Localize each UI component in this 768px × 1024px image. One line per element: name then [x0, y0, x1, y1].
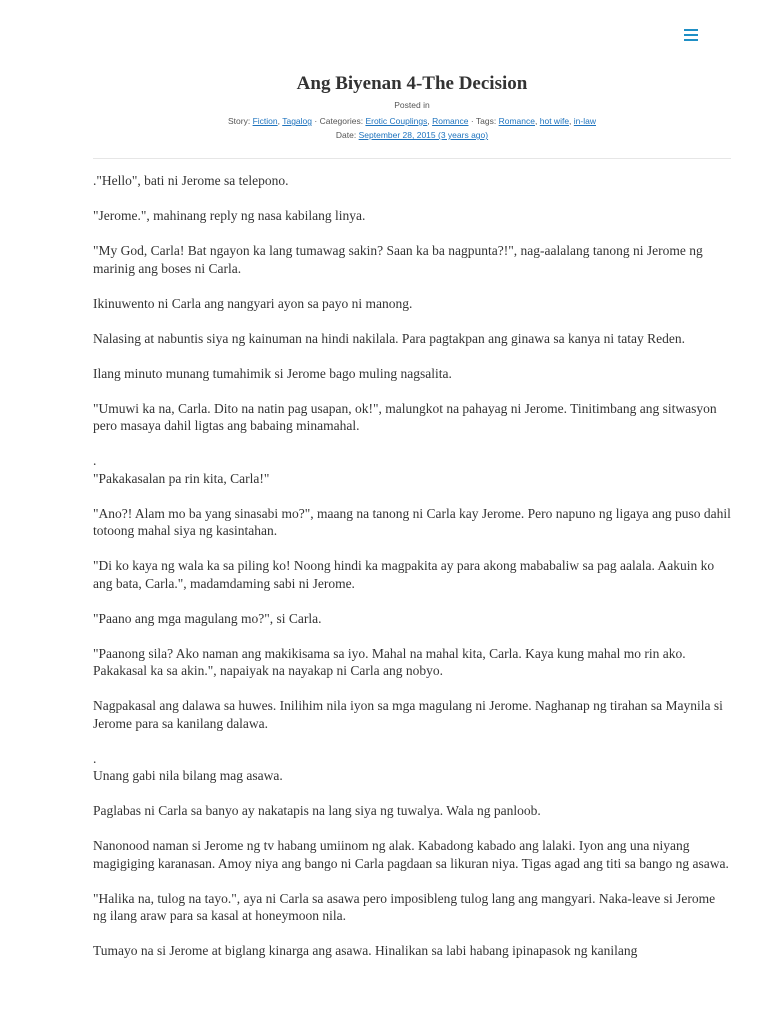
story-paragraph: . Unang gabi nila bilang mag asawa. [93, 750, 283, 783]
tag-link-in-law[interactable]: in-law [573, 116, 596, 126]
story-paragraph: "Ano?! Alam mo ba yang sinasabi mo?", maang na tanong ni Carla kay Jerome. Pero napuno ng ligaya ang puso dahil totoong mahal siya ng kasintahan. [93, 505, 731, 538]
tag-link-hot-wife[interactable]: hot wife [539, 116, 570, 126]
story-paragraph: ."Hello", bati ni Jerome sa telepono. [93, 173, 289, 188]
story-link-tagalog[interactable]: Tagalog [282, 116, 312, 126]
story-label: Story: [228, 116, 251, 126]
story-paragraph: Nanonood naman si Jerome ng tv habang umiinom ng alak. Kabadong kabado ang lalaki. Iyon ang una niyang magigiging karanasan. Amoy niya ang bango ni Carla pagdaan sa likuran niya. Tigas agad ang titi sa bango ng asawa. [93, 838, 729, 871]
story-paragraph: "Di ko kaya ng wala ka sa piling ko! Noong hindi ka magpakita ay para akong mababaliw sa pag aalala. Aakuin ko ang bata, Carla.", madamdaming sabi ni Jerome. [93, 558, 715, 591]
hamburger-menu-icon [682, 27, 700, 43]
separator-dot: · [314, 116, 318, 126]
story-paragraph: Ikinuwento ni Carla ang nangyari ayon sa payo ni manong. [93, 295, 413, 311]
post-content [93, 172, 731, 977]
story-paragraph: . "Pakakasalan pa rin kita, Carla!" [93, 453, 270, 486]
post-taxonomy [93, 114, 731, 128]
separator-dot: · [470, 116, 474, 126]
tag-link-romance[interactable]: Romance [498, 116, 535, 126]
separator-comma: , [277, 116, 280, 126]
story-paragraph: "Paano ang mga magulang mo?", si Carla. [93, 610, 322, 626]
date-label: Date: [335, 130, 357, 140]
post-header [93, 72, 731, 142]
story-paragraph: Nagpakasal ang dalawa sa huwes. Inilihim nila iyon sa mga magulang ni Jerome. Naghanap ng tirahan sa Maynila si Jerome para sa kanilang dalawa. [93, 698, 723, 731]
story-link-fiction[interactable]: Fiction [252, 116, 278, 126]
story-paragraph: Ilang minuto munang tumahimik si Jerome bago muling nagsalita. [93, 365, 452, 381]
posted-in-label: Posted in [394, 100, 430, 110]
story-paragraph: Tumayo na si Jerome at biglang kinarga ang asawa. Hinalikan sa labi habang ipinapasok ng kanilang [93, 943, 638, 958]
story-paragraph: "Umuwi ka na, Carla. Dito na natin pag usapan, ok!", malungkot na pahayag ni Jerome. Tinitimbang ang sitwasyon pero masaya dahil ligtas ang babaing minamahal. [93, 400, 717, 433]
separator-comma: , [535, 116, 538, 126]
post-date [93, 128, 731, 142]
story-paragraph: "Paanong sila? Ako naman ang makikisama sa iyo. Mahal na mahal kita, Carla. Kaya kung mahal mo rin ako. Pakakasal ka sa akin.", napaiyak na nayakap ni Carla ang nobyo. [93, 645, 686, 678]
story-paragraph: "Jerome.", mahinang reply ng nasa kabilang linya. [93, 208, 366, 223]
category-link-romance[interactable]: Romance [432, 116, 469, 126]
story-paragraph: Nalasing at nabuntis siya ng kainuman na hindi nakilala. Para pagtakpan ang ginawa sa kanya ni tatay Reden. [93, 330, 685, 346]
separator-comma: , [569, 116, 572, 126]
header-divider [93, 158, 731, 159]
post-title: Ang Biyenan 4-The Decision [296, 73, 528, 94]
date-link[interactable]: September 28, 2015 (3 years ago) [358, 130, 489, 140]
separator-comma: , [427, 116, 430, 126]
category-link-erotic-couplings[interactable]: Erotic Couplings [365, 116, 428, 126]
tags-label: Tags: [475, 116, 497, 126]
categories-label: Categories: [319, 116, 364, 126]
hamburger-menu-button[interactable] [682, 27, 700, 43]
story-paragraph: Paglabas ni Carla sa banyo ay nakatapis na lang siya ng tuwalya. Wala ng panloob. [93, 803, 541, 818]
story-paragraph: "Halika na, tulog na tayo.", aya ni Carla sa asawa pero imposibleng tulog lang ang mangyari. Naka-leave si Jerome ng ilang araw para sa kasal at honeymoon nila. [93, 890, 716, 923]
story-paragraph: "My God, Carla! Bat ngayon ka lang tumawag sakin? Saan ka ba nagpunta?!", nag-aalalang tanong ni Jerome ng marinig ang boses ni Carla. [93, 243, 703, 276]
